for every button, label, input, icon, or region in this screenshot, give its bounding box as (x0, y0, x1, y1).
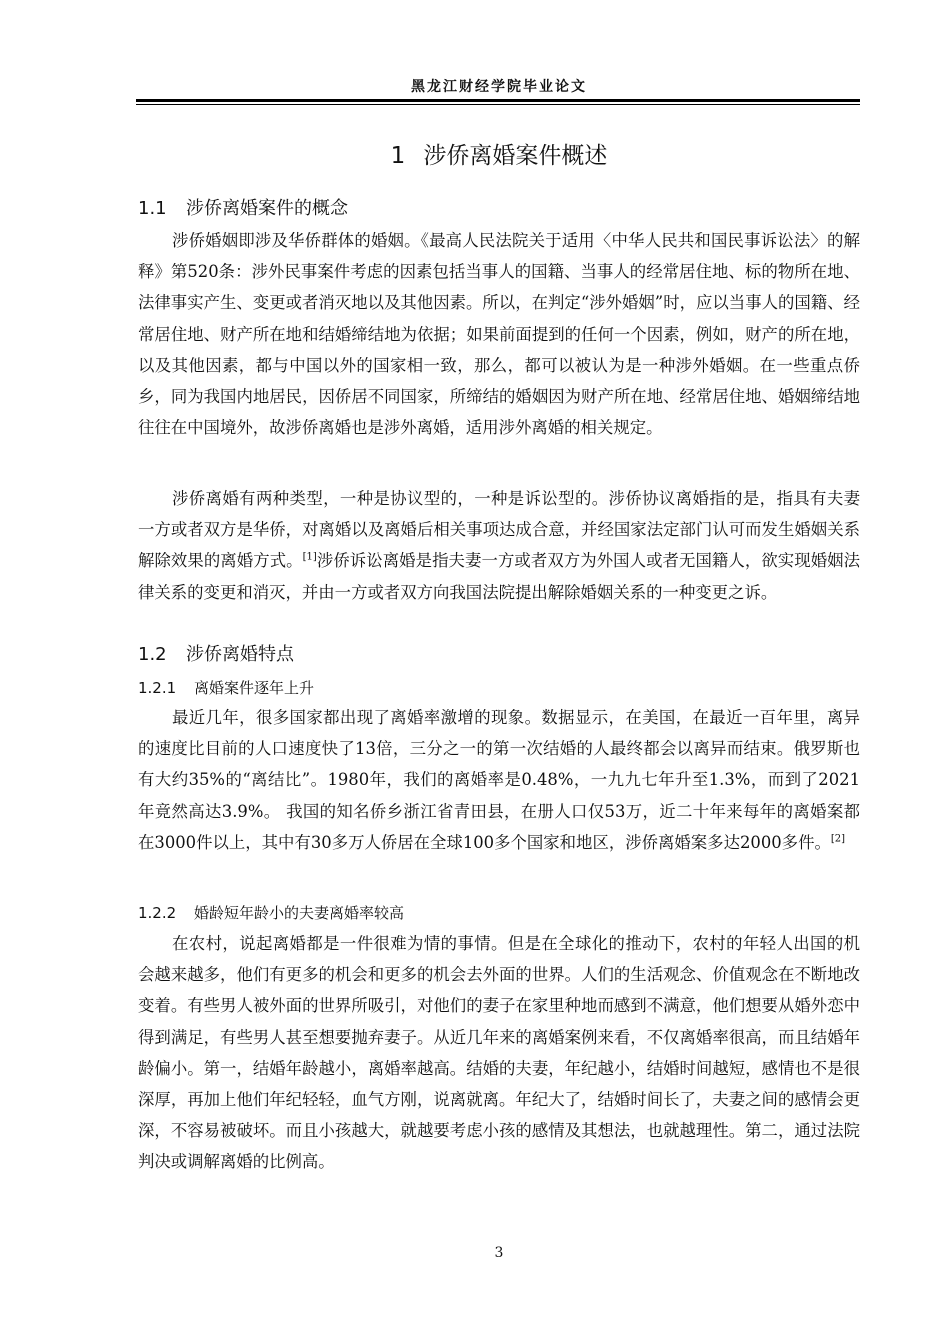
subsection-title: 离婚案件逐年上升 (194, 679, 315, 697)
subsection-heading-1-2-2 (138, 902, 860, 924)
section-number: 1.2 (138, 644, 167, 665)
paragraph-text: 最近几年，很多国家都出现了离婚率激增的现象。数据显示，在美国，在最近一百年里，离异的速度比目前的人口速度快了13倍，三分之一的第一次结婚的人最终都会以离异而结束。俄罗斯也有大约35%的“离结比”。1980年，我们的离婚率是0.48%，一九九七年升至1.3%，而到了2021年竟然高达3.9%。 我国的知名侨乡浙江省青田县，在册人口仅53万，近二十年来每年的离婚案都在3000件以上，其中有30多万人侨居在全球100多个国家和地区，涉侨离婚案多达2000多件。 (138, 708, 860, 852)
chapter-number: 1 (390, 143, 406, 169)
header-rule-thin (136, 104, 860, 105)
subsection-title: 婚龄短年龄小的夫妻离婚率较高 (194, 904, 405, 922)
section-number: 1.1 (138, 198, 167, 219)
section-heading-1-2 (138, 642, 860, 668)
paragraph-text: 涉侨婚姻即涉及华侨群体的婚姻。《最高人民法院关于适用〈中华人民共和国民事诉讼法〉的解释》第520条：涉外民事案件考虑的因素包括当事人的国籍、当事人的经常居住地、标的物所在地、法律事实产生、变更或者消灭地以及其他因素。所以，在判定“涉外婚姻”时，应以当事人的国籍、经常居住地、财产所在地和结婚缔结地为依据；如果前面提到的任何一个因素，例如，财产的所在地，以及其他因素，都与中国以外的国家相一致，那么，都可以被认为是一种涉外婚姻。在一些重点侨乡，同为我国内地居民，因侨居不同国家，所缔结的婚姻因为财产所在地、经常居住地、婚姻缔结地往往在中国境外，故涉侨离婚也是涉外离婚，适用涉外离婚的相关规定。 (138, 231, 860, 438)
section-title: 涉侨离婚特点 (186, 644, 294, 665)
section-title: 涉侨离婚案件的概念 (186, 198, 348, 219)
citation-ref: [1] (302, 551, 317, 563)
running-header: 黑龙江财经学院毕业论文 (411, 79, 587, 95)
page-number: 3 (494, 1245, 504, 1261)
paragraph-text: 在农村，说起离婚都是一件很难为情的事情。但是在全球化的推动下，农村的年轻人出国的机会越来越多，他们有更多的机会和更多的机会去外面的世界。人们的生活观念、价值观念在不断地改变着。有些男人被外面的世界所吸引，对他们的妻子在家里种地而感到不满意，他们想要从婚外恋中得到满足，有些男人甚至想要抛弃妻子。从近几年来的离婚案例来看，不仅离婚率很高，而且结婚年龄偏小。第一，结婚年龄越小，离婚率越高。结婚的夫妻，年纪越小，结婚时间越短，感情也不是很深厚，再加上他们年纪轻轻，血气方刚，说离就离。年纪大了，结婚时间长了，夫妻之间的感情会更深，不容易被破坏。而且小孩越大，就越要考虑小孩的感情及其想法，也就越理性。第二，通过法院判决或调解离婚的比例高。 (138, 934, 860, 1172)
section-heading-1-1 (138, 196, 860, 222)
header-rule-thick (136, 99, 860, 102)
body-paragraph (138, 928, 860, 1178)
paragraph-text: 涉侨诉讼离婚是指夫妻一方或者双方为外国人或者无国籍人，欲实现婚姻法律关系的变更和消灭，并由一方或者双方向我国法院提出解除婚姻关系的一种变更之诉。 (138, 551, 861, 602)
subsection-number: 1.2.1 (138, 679, 177, 697)
paragraph-text: 涉侨离婚有两种类型，一种是协议型的，一种是诉讼型的。涉侨协议离婚指的是，指具有夫妻一方或者双方是华侨，对离婚以及离婚后相关事项达成合意，并经国家法定部门认可而发生婚姻关系解除效果的离婚方式。 (138, 489, 860, 571)
body-paragraph (138, 225, 860, 443)
citation-ref: [2] (830, 833, 846, 845)
body-paragraph (138, 483, 860, 608)
chapter-title-text: 涉侨离婚案件概述 (423, 143, 608, 169)
body-paragraph (138, 702, 860, 858)
chapter-title (138, 140, 860, 172)
subsection-heading-1-2-1 (138, 677, 860, 699)
subsection-number: 1.2.2 (138, 904, 177, 922)
